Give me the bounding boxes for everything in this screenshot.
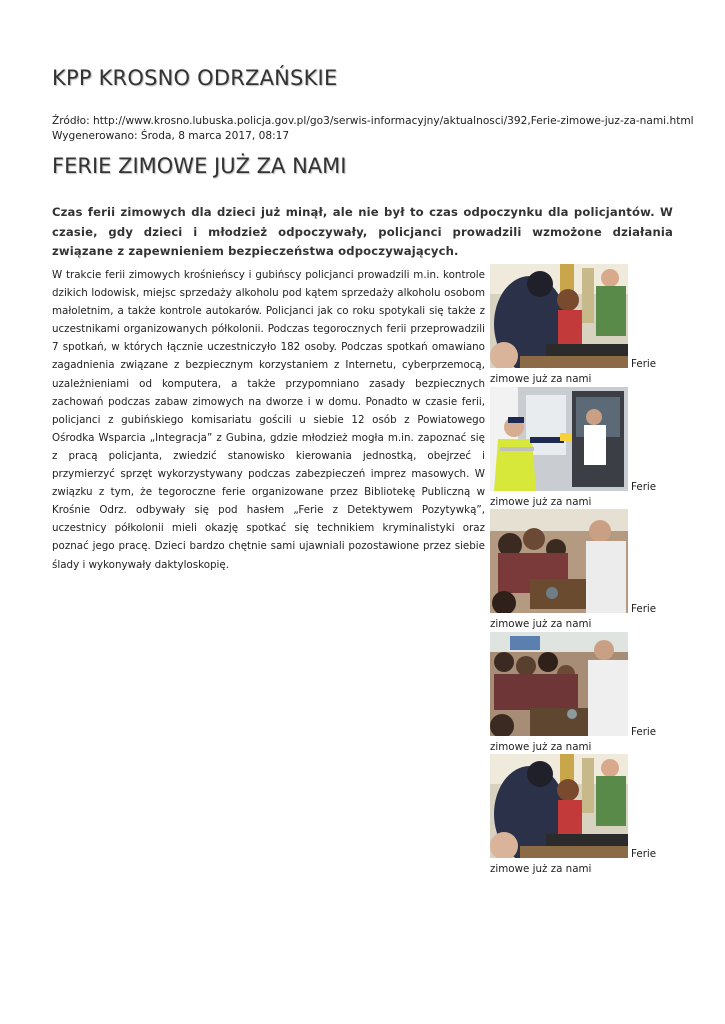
document-meta: [52, 114, 694, 143]
photo-caption: Ferie: [631, 848, 657, 860]
photo-caption-continued: zimowe już za nami: [490, 495, 592, 508]
site-title: KPP KROSNO ODRZAŃSKIE: [52, 66, 338, 90]
gallery-item[interactable]: [490, 509, 674, 632]
photo-caption-continued: zimowe już za nami: [490, 863, 592, 875]
photo-caption: Ferie: [631, 603, 657, 615]
photo-caption-continued: zimowe już za nami: [490, 740, 592, 753]
photo-fingerprint-kids-icon: [490, 264, 628, 368]
gallery-photo[interactable]: [490, 754, 628, 858]
generated-line: Wygenerowano: Środa, 8 marca 2017, 08:17: [52, 129, 290, 142]
gallery-photo[interactable]: [490, 509, 628, 613]
gallery-item[interactable]: [490, 632, 674, 755]
photo-caption: Ferie: [631, 480, 657, 493]
article-lead: Czas ferii zimowych dla dzieci już minął, ale nie był to czas odpoczynku dla policjantów. W czasie, gdy dzieci i młodzież odpoczywały, policjanci prowadzili wzmożone działania związane z zapewnieniem bezpieczeństwa odpoczywających.: [52, 205, 673, 259]
photo-fingerprint-kids-icon: [490, 754, 628, 858]
photo-caption-continued: zimowe już za nami: [490, 618, 592, 630]
photo-bus-check-icon: [490, 387, 628, 491]
gallery-item[interactable]: [490, 264, 674, 387]
photo-caption-continued: zimowe już za nami: [490, 373, 592, 385]
gallery-item[interactable]: [490, 754, 674, 877]
photo-caption: Ferie: [631, 358, 657, 370]
article-title: FERIE ZIMOWE JUŻ ZA NAMI: [52, 154, 347, 178]
source-line: Źródło: http://www.krosno.lubuska.policja.gov.pl/go3/serwis-informacyjny/aktualnosci/392,Ferie-zimowe-juz-za-nami.html: [52, 115, 694, 127]
gallery-photo[interactable]: [490, 387, 628, 491]
photo-technician-kids-icon: [490, 509, 628, 613]
photo-technician-kids-2-icon: [490, 632, 628, 736]
photo-gallery: [490, 264, 674, 877]
gallery-photo[interactable]: [490, 264, 628, 368]
article-body: W trakcie ferii zimowych krośnieńscy i gubińscy policjanci prowadzili m.in. kontrole dzikich lodowisk, miejsc sprzedaży alkoholu pod kątem sprzedaży alkoholu osobom małoletnim, a także kontrole autokarów. Policjanci jak co roku spotykali się także z uczestnikami organizowanych półkolonii. Podczas tegorocznych ferii przeprowadzili 7 spotkań, w których łącznie uczestniczyło 182 osoby. Podczas spotkań omawiano zagadnienia związane z bezpiecznym korzystaniem z Internetu, cyberprzemocą, uzależnieniami od komputera, a także przypomniano zasady bezpiecznych zachowań podczas zabaw zimowych na dworze i w domu. Ponadto w czasie ferii, policjanci z gubińskiego komisariatu gościli u siebie 12 osób z Powiatowego Ośrodka Wsparcia „Integracja” z Gubina, gdzie młodzież mogła m.in. zapoznać się z pracą policjanta, zwiedzić stanowisko kierowania jednostką, obejrzeć i przymierzyć sprzęt wykorzystywany podczas zabezpieczeń imprez masowych. W związku z tym, że tegoroczne ferie organizowane przez Bibliotekę Publiczną w Krośnie Odrz. odbywały się pod hasłem „Ferie z Detektywem Pozytywką”, uczestnicy półkolonii mieli okazję spotkać się technikiem kryminalistyki oraz poznać jego pracę. Dzieci bardzo chętnie sami ujawniali pozostawione przez siebie ślady i wykonywały daktyloskopię.: [52, 269, 485, 571]
gallery-photo[interactable]: [490, 632, 628, 736]
photo-caption: Ferie: [631, 725, 657, 738]
gallery-item[interactable]: [490, 387, 674, 510]
